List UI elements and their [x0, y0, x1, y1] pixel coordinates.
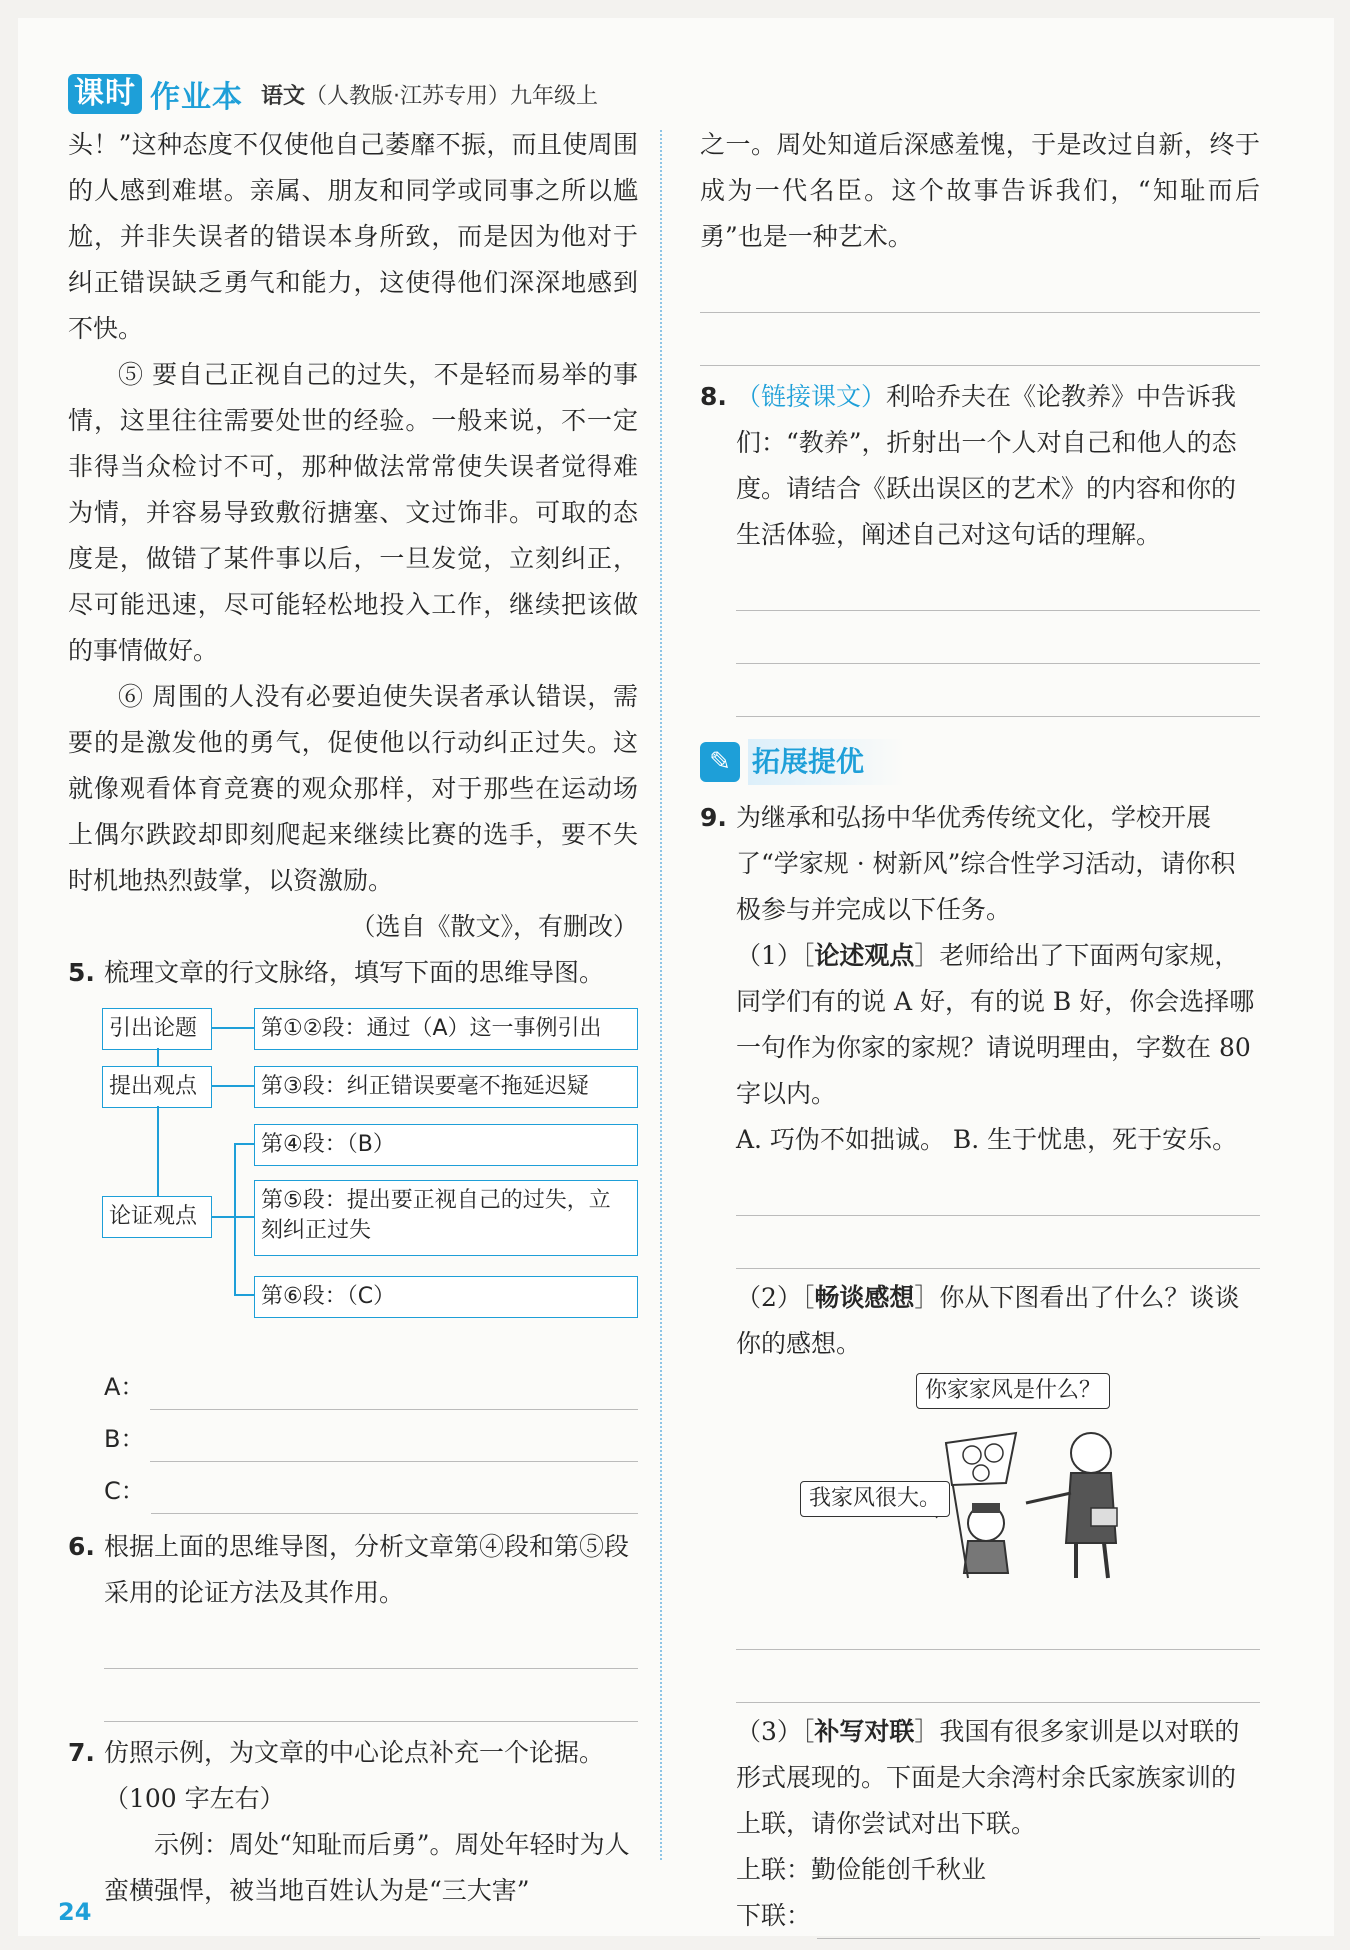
mindmap-connector [212, 1085, 254, 1087]
answer-line[interactable] [104, 1616, 638, 1669]
answer-label: A： [104, 1373, 145, 1401]
lower-couplet-row[interactable] [700, 1893, 1260, 1939]
answer-line[interactable] [817, 1904, 1260, 1939]
answer-line[interactable] [736, 1650, 1260, 1703]
question-text: 为继承和弘扬中华优秀传统文化，学校开展了“学家规 · 树新风”综合性学习活动，请你积极参与并完成以下任务。 [736, 803, 1236, 924]
mindmap-arrow [157, 1048, 159, 1066]
mindmap-box-para3: 第③段：纠正错误要毫不拖延迟疑 [254, 1066, 638, 1108]
answer-line[interactable] [736, 558, 1260, 611]
mindmap-connector [212, 1027, 254, 1029]
question-text: 利哈乔夫在《论教养》中告诉我们：“教养”，折射出一个人对自己和他人的态度。请结合《跃出误区的艺术》的内容和你的生活体验，阐述自己对这句话的理解。 [736, 382, 1237, 549]
question-number: 5. [68, 958, 95, 987]
task-tag: 论述观点 [814, 941, 915, 970]
sub-text: ］老师给出了下面两句家规，同学们有的说 A 好，有的说 B 好，你会选择哪一句作为你家的家规？请说明理由，字数在 80 字以内。 [736, 941, 1255, 1108]
paragraph-6: ⑥ 周围的人没有必要迫使失误者承认错误，需要的是激发他的勇气，促使他以行动纠正过失。这就像观看体育竞赛的观众那样，对于那些在运动场上偶尔跌跤却即刻爬起来继续比赛的选手，要不失时机地热烈鼓掌，以资激励。 [68, 682, 638, 895]
link-text-tag: （链接课文） [736, 382, 887, 411]
question-number: 6. [68, 1532, 95, 1561]
paragraph-5: ⑤ 要自己正视自己的过失，不是轻而易举的事情，这里往往需要处世的经验。一般来说，不一定非得当众检讨不可，那种做法常常使失误者觉得难为情，并容易导致敷衍搪塞、文过饰非。可取的态度是，做错了某件事以后，一旦发觉，立刻纠正，尽可能迅速，尽可能轻松地投入工作，继续把该做的事情做好。 [68, 360, 638, 665]
series-title: 作业本 [150, 80, 243, 115]
answer-line[interactable] [700, 260, 1260, 313]
question-text: 梳理文章的行文脉络，填写下面的思维导图。 [104, 958, 605, 987]
mindmap-connector [234, 1294, 254, 1296]
answer-line[interactable] [736, 664, 1260, 717]
mindmap-connector [234, 1143, 254, 1145]
page-number: 24 [58, 1898, 92, 1926]
answer-line[interactable] [736, 1216, 1260, 1269]
mindmap-box-intro: 引出论题 [102, 1008, 212, 1050]
mindmap-box-para12: 第①②段：通过（A）这一事例引出 [254, 1008, 638, 1050]
question-7-example-continued: 之一。周处知道后深感羞愧，于是改过自新，终于成为一代名臣。这个故事告诉我们，“知耻而后勇”也是一种艺术。 [700, 130, 1260, 251]
answer-line[interactable] [151, 1479, 638, 1514]
answer-line[interactable] [150, 1427, 638, 1462]
question-9-1-options: A. 巧伪不如拙诚。 B. 生于忧患，死于安乐。 [736, 1125, 1238, 1154]
speech-bubble-answer: 我家风很大。 [800, 1481, 950, 1517]
mindmap-box-para4: 第④段：（B） [254, 1124, 638, 1166]
mind-map [68, 1000, 638, 1350]
task-tag: 畅谈感想 [814, 1283, 915, 1312]
right-column [700, 122, 1260, 1939]
page-header [68, 74, 598, 114]
task-tag: 补写对联 [814, 1717, 915, 1746]
answer-label: C： [104, 1477, 145, 1505]
answer-line[interactable] [150, 1375, 638, 1410]
question-text: 根据上面的思维导图，分析文章第④段和第⑤段采用的论证方法及其作用。 [104, 1532, 630, 1607]
sub-text: ］你从下图看出了什么？谈谈你的感想。 [736, 1283, 1240, 1358]
question-7 [68, 1730, 638, 1822]
question-9-2 [700, 1275, 1260, 1367]
answer-b-row[interactable] [68, 1410, 638, 1462]
mindmap-arrow [157, 1106, 159, 1196]
question-number: 9. [700, 803, 727, 832]
header-subtitle [261, 79, 598, 110]
subject-label: 语文 [261, 83, 306, 109]
question-number: 7. [68, 1738, 95, 1767]
question-number: 8. [700, 382, 727, 411]
mindmap-box-viewpoint: 提出观点 [102, 1066, 212, 1108]
speech-bubble-question: 你家家风是什么？ [916, 1373, 1110, 1409]
sub-label: （3）［ [736, 1717, 815, 1746]
column-divider [660, 130, 662, 1860]
question-8 [700, 374, 1260, 558]
question-9-1 [700, 933, 1260, 1117]
edit-icon: ✎ [700, 742, 740, 782]
section-title: 拓展提优 [748, 739, 904, 785]
answer-label: B： [104, 1425, 145, 1453]
question-9-3 [700, 1709, 1260, 1847]
paragraph-continued: 头！”这种态度不仅使他自己萎靡不振，而且使周围的人感到难堪。亲属、朋友和同学或同事之所以尴尬，并非失误者的错误本身所致，而是因为他对于纠正错误缺乏勇气和能力，这使得他们深深地感到不快。 [68, 130, 638, 343]
answer-line[interactable] [736, 1597, 1260, 1650]
answer-line[interactable] [736, 611, 1260, 664]
mindmap-box-argument: 论证观点 [102, 1196, 212, 1238]
mindmap-connector [234, 1216, 254, 1218]
answer-line[interactable] [700, 313, 1260, 366]
sub-text: ］我国有很多家训是以对联的形式展现的。下面是大余湾村余氏家族家训的上联，请你尝试对出下联。 [736, 1717, 1240, 1838]
lower-couplet-label: 下联： [736, 1901, 812, 1930]
answer-a-row[interactable] [68, 1358, 638, 1410]
mindmap-box-para5: 第⑤段：提出要正视自己的过失，立刻纠正过失 [254, 1180, 638, 1256]
mindmap-connector [212, 1216, 234, 1218]
left-column [68, 122, 638, 1914]
answer-line[interactable] [104, 1669, 638, 1722]
section-header [700, 739, 1260, 785]
mindmap-box-para6: 第⑥段：（C） [254, 1276, 638, 1318]
question-9 [700, 795, 1260, 933]
question-7-example: 示例：周处“知耻而后勇”。周处年轻时为人蛮横强悍，被当地百姓认为是“三大害” [104, 1830, 630, 1905]
mindmap-bracket [234, 1143, 236, 1295]
edition-label: （人教版·江苏专用）九年级上 [305, 83, 599, 109]
series-logo: 课时 [68, 74, 142, 114]
sub-label: （2）［ [736, 1283, 815, 1312]
sub-label: （1）［ [736, 941, 815, 970]
answer-line[interactable] [736, 1163, 1260, 1216]
source-note: （选自《散文》，有删改） [350, 912, 638, 941]
question-text: 仿照示例，为文章的中心论点补充一个论据。（100 字左右） [104, 1738, 605, 1813]
cartoon-illustration [736, 1373, 1260, 1593]
answer-c-row[interactable] [68, 1462, 638, 1514]
upper-couplet: 上联：勤俭能创千秋业 [736, 1855, 987, 1884]
question-6 [68, 1524, 638, 1616]
question-5 [68, 950, 638, 996]
